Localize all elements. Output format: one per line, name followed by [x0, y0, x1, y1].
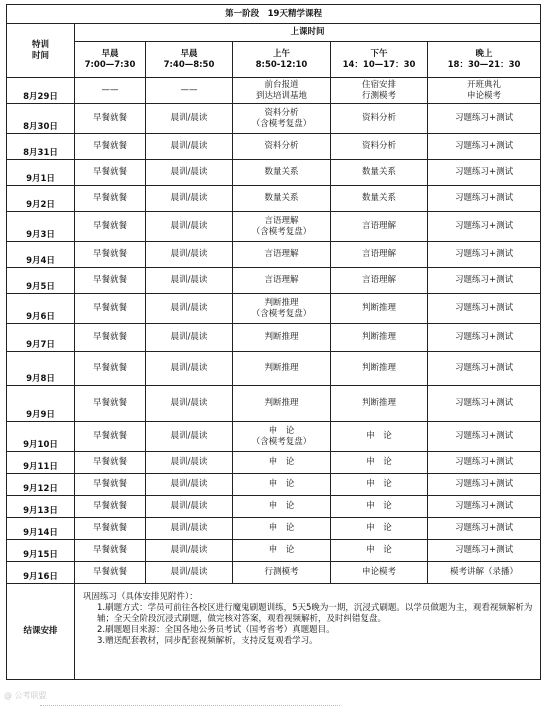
table-row: [7, 160, 541, 186]
schedule-cell: 早餐就餐: [75, 186, 146, 212]
date-label: 9月10日: [23, 440, 58, 450]
table-row: [7, 268, 541, 294]
summary-label: 结课安排: [7, 584, 75, 680]
date-label: 9月11日: [23, 462, 58, 472]
schedule-cell: 早餐就餐: [75, 268, 146, 294]
summary-item-2: 2.刷题题目来源：全国各地公务员考试（国考省考）真题题目。: [97, 625, 335, 635]
table-row: [7, 186, 541, 212]
schedule-cell: 晨训/晨读: [146, 104, 233, 134]
schedule-cell: 数量关系: [331, 186, 428, 212]
schedule-cell: 资料分析 （含模考复盘）: [233, 104, 331, 134]
summary-heading: 巩固练习（具体安排见附件）：: [83, 592, 198, 602]
schedule-cell: 早餐就餐: [75, 518, 146, 540]
schedule-cell: 言语理解: [331, 268, 428, 294]
schedule-cell: 习题练习+测试: [428, 452, 541, 474]
schedule-cell: 习题练习+测试: [428, 422, 541, 452]
table-row: [7, 212, 541, 242]
table-row: [7, 496, 541, 518]
schedule-cell: 晨训/晨读: [146, 294, 233, 324]
schedule-cell: ——: [75, 78, 146, 104]
schedule-cell: 晨训/晨读: [146, 186, 233, 212]
table-row: [7, 518, 541, 540]
schedule-cell: 晨训/晨读: [146, 452, 233, 474]
date-label: 9月8日: [26, 374, 55, 384]
schedule-cell: 言语理解: [331, 242, 428, 268]
schedule-cell: 习题练习+测试: [428, 352, 541, 386]
table-row: [7, 134, 541, 160]
date-cell: [7, 562, 75, 584]
train-time-header: 特训 时间: [7, 24, 75, 78]
date-cell: [7, 324, 75, 352]
date-label: 9月3日: [26, 230, 55, 240]
schedule-cell: 数量关系: [331, 160, 428, 186]
table-row: [7, 78, 541, 104]
schedule-cell: 晨训/晨读: [146, 422, 233, 452]
footer-rule: [40, 705, 340, 712]
schedule-cell: 习题练习+测试: [428, 496, 541, 518]
date-cell: [7, 386, 75, 422]
date-label: 9月14日: [23, 528, 58, 538]
schedule-cell: 申 论: [331, 496, 428, 518]
date-label: 9月7日: [26, 340, 55, 350]
date-cell: [7, 134, 75, 160]
schedule-cell: 模考讲解（录播）: [428, 562, 541, 584]
column-header: [233, 42, 331, 78]
date-cell: [7, 540, 75, 562]
schedule-cell: 判断推理: [331, 324, 428, 352]
schedule-cell: 习题练习+测试: [428, 540, 541, 562]
date-label: 9月4日: [26, 256, 55, 266]
schedule-cell: 习题练习+测试: [428, 294, 541, 324]
table-row: [7, 324, 541, 352]
schedule-cell: 申 论: [233, 540, 331, 562]
schedule-cell: 申 论: [331, 518, 428, 540]
table-row: [7, 562, 541, 584]
schedule-cell: 判断推理: [331, 294, 428, 324]
schedule-cell: 判断推理: [233, 386, 331, 422]
schedule-cell: 申 论: [233, 474, 331, 496]
schedule-cell: 晨训/晨读: [146, 352, 233, 386]
schedule-cell: 早餐就餐: [75, 212, 146, 242]
schedule-cell: 申 论: [331, 474, 428, 496]
schedule-cell: 言语理解: [233, 268, 331, 294]
schedule-cell: 言语理解 （含模考复盘）: [233, 212, 331, 242]
schedule-cell: 早餐就餐: [75, 452, 146, 474]
schedule-cell: 早餐就餐: [75, 352, 146, 386]
column-header-name: 早晨: [180, 48, 198, 59]
table-row: [7, 540, 541, 562]
schedule-cell: 早餐就餐: [75, 104, 146, 134]
date-label: 9月13日: [23, 506, 58, 516]
schedule-cell: 晨训/晨读: [146, 540, 233, 562]
date-label: 9月15日: [23, 550, 58, 560]
schedule-cell: 早餐就餐: [75, 422, 146, 452]
table-row: [7, 242, 541, 268]
schedule-cell: 习题练习+测试: [428, 104, 541, 134]
date-label: 8月31日: [23, 148, 58, 158]
column-header-time: 18：30—21：30: [447, 59, 521, 70]
schedule-cell: 晨训/晨读: [146, 134, 233, 160]
date-cell: [7, 78, 75, 104]
table-row: [7, 452, 541, 474]
table-row: [7, 352, 541, 386]
schedule-cell: 判断推理: [233, 352, 331, 386]
date-cell: [7, 518, 75, 540]
date-label: 9月12日: [23, 484, 58, 494]
date-cell: [7, 422, 75, 452]
schedule-cell: 言语理解: [331, 212, 428, 242]
schedule-cell: 资料分析: [331, 134, 428, 160]
schedule-table: [6, 4, 541, 680]
schedule-cell: 住宿安排 行测模考: [331, 78, 428, 104]
summary-item-3: 3.赠送配套教材，同步配套视频解析，支持反复观看学习。: [97, 636, 318, 646]
schedule-cell: 申 论: [233, 452, 331, 474]
date-cell: [7, 294, 75, 324]
schedule-cell: 习题练习+测试: [428, 518, 541, 540]
schedule-cell: 晨训/晨读: [146, 324, 233, 352]
date-cell: [7, 160, 75, 186]
schedule-cell: 早餐就餐: [75, 540, 146, 562]
table-row: [7, 422, 541, 452]
schedule-cell: 资料分析: [233, 134, 331, 160]
table-row: [7, 474, 541, 496]
schedule-cell: 判断推理: [233, 324, 331, 352]
summary-row: [7, 584, 541, 680]
schedule-cell: 申 论: [233, 518, 331, 540]
schedule-cell: 早餐就餐: [75, 496, 146, 518]
summary-notes: [75, 584, 541, 680]
column-header-time: 14：10—17：30: [342, 59, 416, 70]
schedule-cell: 申 论: [331, 540, 428, 562]
date-label: 9月2日: [26, 200, 55, 210]
date-cell: [7, 186, 75, 212]
schedule-cell: 判断推理 （含模考复盘）: [233, 294, 331, 324]
column-header-name: 早晨: [101, 48, 119, 59]
schedule-cell: 早餐就餐: [75, 562, 146, 584]
summary-item-1: 1.刷题方式：学员可前往各校区进行魔鬼刷题训练，5天5晚为一期，沉浸式刷题。以学员做题为主，观看视频解析为辅；全天全阶段沉浸式刷题，做完核对答案，观看视频解析，及时纠错复盘。: [97, 603, 533, 624]
table-row: [7, 294, 541, 324]
schedule-cell: 晨训/晨读: [146, 212, 233, 242]
schedule-cell: 前台报道 到达培训基地: [233, 78, 331, 104]
schedule-cell: 行测模考: [233, 562, 331, 584]
schedule-cell: 早餐就餐: [75, 160, 146, 186]
date-label: 8月29日: [23, 92, 58, 102]
schedule-cell: 习题练习+测试: [428, 242, 541, 268]
schedule-cell: 晨训/晨读: [146, 268, 233, 294]
schedule-cell: 晨训/晨读: [146, 242, 233, 268]
column-header-name: 下午: [370, 48, 388, 59]
schedule-cell: 晨训/晨读: [146, 562, 233, 584]
schedule-cell: 开班典礼 申论模考: [428, 78, 541, 104]
schedule-cell: 早餐就餐: [75, 134, 146, 160]
column-header: [75, 42, 146, 78]
date-cell: [7, 104, 75, 134]
schedule-cell: 资料分析: [331, 104, 428, 134]
date-cell: [7, 242, 75, 268]
column-header: [428, 42, 541, 78]
schedule-cell: 早餐就餐: [75, 386, 146, 422]
schedule-cell: 言语理解: [233, 242, 331, 268]
schedule-cell: 数量关系: [233, 186, 331, 212]
schedule-cell: 早餐就餐: [75, 474, 146, 496]
date-label: 9月1日: [26, 174, 55, 184]
schedule-cell: ——: [146, 78, 233, 104]
schedule-cell: 习题练习+测试: [428, 134, 541, 160]
column-header-name: 晚上: [475, 48, 493, 59]
watermark: @ 公考联盟: [4, 691, 47, 700]
schedule-cell: 早餐就餐: [75, 324, 146, 352]
schedule-cell: 习题练习+测试: [428, 474, 541, 496]
class-time-header: 上课时间: [75, 24, 541, 42]
date-cell: [7, 452, 75, 474]
schedule-cell: 晨训/晨读: [146, 160, 233, 186]
schedule-cell: 早餐就餐: [75, 242, 146, 268]
column-header: [146, 42, 233, 78]
schedule-cell: 晨训/晨读: [146, 496, 233, 518]
schedule-cell: 申 论: [233, 496, 331, 518]
page-title: 第一阶段 19天精学课程: [7, 5, 541, 24]
schedule-cell: 申 论: [331, 452, 428, 474]
table-row: [7, 386, 541, 422]
schedule-cell: 早餐就餐: [75, 294, 146, 324]
date-cell: [7, 474, 75, 496]
date-cell: [7, 352, 75, 386]
schedule-cell: 习题练习+测试: [428, 268, 541, 294]
column-header-name: 上午: [272, 48, 290, 59]
schedule-cell: 晨训/晨读: [146, 474, 233, 496]
date-label: 9月9日: [26, 410, 55, 420]
column-header: [331, 42, 428, 78]
date-cell: [7, 268, 75, 294]
schedule-cell: 晨训/晨读: [146, 386, 233, 422]
date-label: 9月16日: [23, 572, 58, 582]
date-label: 8月30日: [23, 122, 58, 132]
schedule-cell: 习题练习+测试: [428, 186, 541, 212]
column-header-time: 8:50-12:10: [255, 59, 308, 70]
schedule-cell: 申 论: [331, 422, 428, 452]
schedule-cell: 数量关系: [233, 160, 331, 186]
schedule-cell: 申论模考: [331, 562, 428, 584]
schedule-cell: 晨训/晨读: [146, 518, 233, 540]
schedule-cell: 习题练习+测试: [428, 324, 541, 352]
date-label: 9月6日: [26, 312, 55, 322]
date-cell: [7, 212, 75, 242]
column-header-time: 7:40—8:50: [163, 59, 215, 70]
schedule-cell: 习题练习+测试: [428, 212, 541, 242]
date-label: 9月5日: [26, 282, 55, 292]
date-cell: [7, 496, 75, 518]
table-row: [7, 104, 541, 134]
schedule-cell: 判断推理: [331, 352, 428, 386]
column-header-time: 7:00—7:30: [84, 59, 136, 70]
schedule-cell: 习题练习+测试: [428, 160, 541, 186]
schedule-cell: 习题练习+测试: [428, 386, 541, 422]
schedule-cell: 判断推理: [331, 386, 428, 422]
schedule-cell: 申 论 （含模考复盘）: [233, 422, 331, 452]
